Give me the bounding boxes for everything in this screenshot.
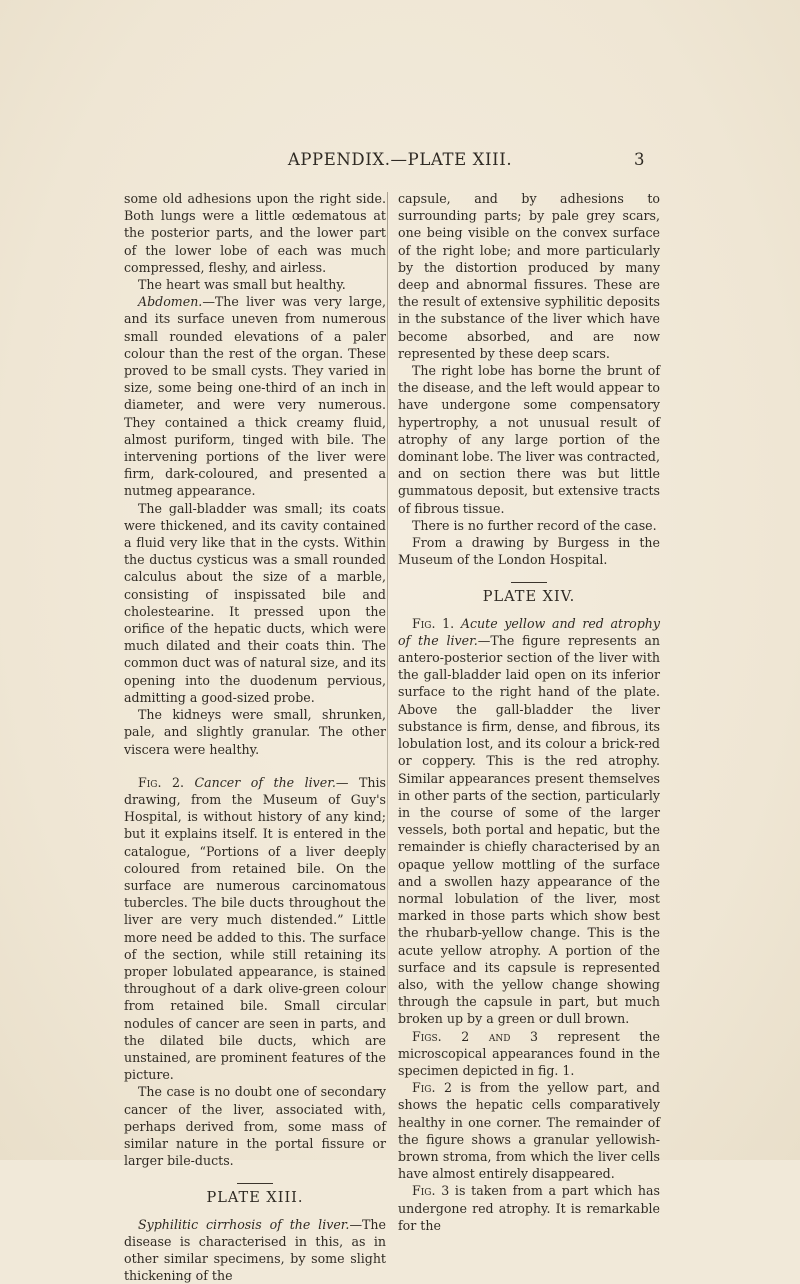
paragraph: From a drawing by Burgess in the Museum of the London Hospital. (398, 535, 660, 568)
page-number: 3 (634, 150, 645, 169)
paragraph: The kidneys were small, shrunken, pale, and slightly granular. The other viscera were healthy. (124, 707, 386, 757)
paragraph: The heart was small but healthy. (138, 277, 346, 293)
column-divider (387, 192, 388, 1012)
left-column (124, 190, 386, 1284)
paragraph: capsule, and by adhesions to surrounding parts; by pale grey scars, one being visible on the convex surface of the right lobe; and more particularly by the distortion produced by many deep and abnormal fissures. These are the result of extensive syphilitic deposits in the substance of the liver which have become absorbed, and are now represented by these deep scars. (398, 191, 660, 361)
figure-label: Figs. 2 and 3 (412, 1028, 539, 1044)
figure-text: is from the yellow part, and shows the hepatic cells comparatively healthy in one corner. The remainder of the figure shows a granular yellowish-brown stroma, from which the liver cells have almost entirely disappeared. (398, 1080, 660, 1182)
plate-heading: PLATE XIV. (482, 589, 576, 606)
figure-description (398, 1028, 660, 1080)
figure-text: represent the microscopical appearances found in the specimen depicted in fig. 1. (398, 1028, 660, 1078)
figure-title: Cancer of the liver. (194, 774, 336, 790)
figure-text: —The figure represents an antero-posterior section of the liver with the gall-bladder laid open on its inferior surface to the right hand of the plate. Above the gall-bladder the liver substance is firm, dense, and fibrous, its lobulation lost, and its colour a brick-red or coppery. This is the red atrophy. Similar appearances present themselves in other parts of the section, particularly in the course of some of the larger vessels, both portal and hepatic, but the remainder is chiefly characterised by an opaque yellow mottling of the surface and a swollen hazy appearance of the normal lobulation of the liver, most marked in those parts which show best the rhubarb-yellow change. This is the acute yellow atrophy. A portion of the surface and its capsule is represented also, with the yellow change showing through the capsule in part, but much broken up by a green or dull brown. (398, 632, 660, 1027)
plate-description (124, 1216, 386, 1284)
section-rule (511, 582, 547, 583)
plate-text: —The disease is characterised in this, as in other similar specimens, by some slight thickening of the (124, 1216, 386, 1284)
page-header (0, 150, 800, 176)
figure-description (124, 774, 386, 1084)
figure-label: Fig. 2 (412, 1080, 453, 1096)
paragraph: There is no further record of the case. (412, 517, 657, 533)
right-column (398, 190, 660, 1234)
running-head: APPENDIX.—PLATE XIII. (287, 150, 513, 169)
figure-description (398, 615, 660, 1028)
figure-text: — This drawing, from the Museum of Guy's Hospital, is without history of any kind; but it explains itself. It is entered in the catalogue, “Portions of a liver deeply coloured from retained bile. On the surface are numerous carcinomatous tubercles. The bile ducts throughout the liver are very much distended.” Little more need be added to this. The surface of the section, while still retaining its proper lobulated appearance, is stained throughout of a dark olive-green colour from retained bile. Small circular nodules of cancer are seen in parts, and the dilated bile ducts, which are unstained, are prominent features of the picture. (124, 774, 386, 1083)
paragraph: The right lobe has borne the brunt of the disease, and the left would appear to have undergone some compensatory hypertrophy, a not unusual result of atrophy of any large portion of the dominant lobe. The liver was contracted, and on section there was but little gummatous deposit, but extensive tracts of fibrous tissue. (398, 363, 660, 516)
section-lead: Abdomen. (138, 294, 203, 310)
paragraph (124, 293, 386, 499)
paragraph: The gall-bladder was small; its coats were thickened, and its cavity contained a fluid very like that in the cysts. Within the ductus cysticus was a small rounded calculus about the size of a marble, consisting of inspissated bile and cholestearine. It pressed upon the orifice of the hepatic ducts, which were much dilated and their coats thin. The common duct was of natural size, and its opening into the duodenum pervious, admitting a good-sized probe. (124, 500, 386, 705)
paragraph: The case is no doubt one of secondary cancer of the liver, associated with, perhaps derived from, some mass of similar nature in the portal fissure or larger bile-ducts. (124, 1084, 386, 1169)
figure-description (398, 1182, 660, 1234)
figure-description (398, 1079, 660, 1182)
plate-heading: PLATE XIII. (206, 1190, 304, 1207)
figure-label: Fig. 3 (412, 1183, 450, 1199)
section-rule (237, 1183, 273, 1184)
paragraph-text: —The liver was very large, and its surface uneven from numerous small rounded elevations of a paler colour than the rest of the organ. These proved to be small cysts. They varied in size, some being one-third of an inch in diameter, and were very numerous. They contained a thick creamy fluid, almost puriform, tinged with bile. The intervening portions of the liver were firm, dark-coloured, and presented a nutmeg appearance. (124, 294, 386, 499)
paragraph: some old adhesions upon the right side. Both lungs were a little œdematous at the posterior parts, and the lower part of the lower lobe of each was much compressed, fleshy, and airless. (124, 191, 386, 275)
figure-label: Fig. 1. (412, 615, 455, 631)
plate-title: Syphilitic cirrhosis of the liver. (138, 1216, 350, 1232)
figure-text: is taken from a part which has undergone red atrophy. It is remarkable for the (398, 1183, 660, 1233)
figure-label: Fig. 2. (138, 774, 184, 790)
figure-title: Acute yellow and red atrophy of the liver. (398, 615, 660, 648)
